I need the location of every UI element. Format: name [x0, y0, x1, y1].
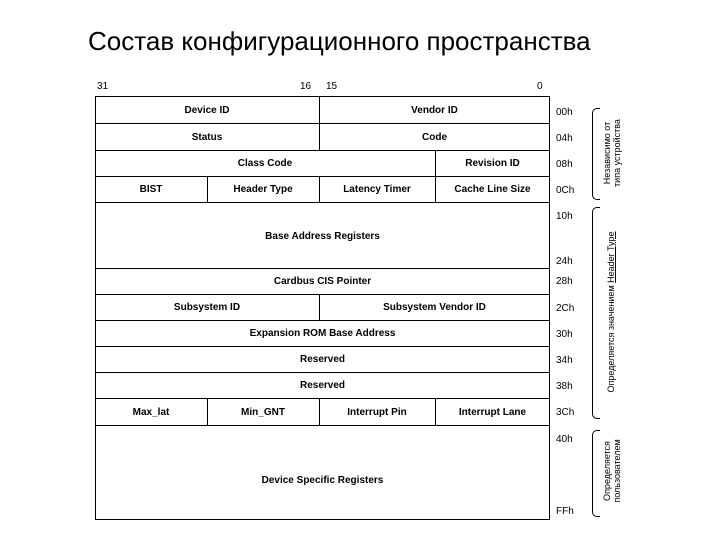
cell-interrupt-lane: Interrupt Lane — [458, 407, 527, 418]
row-divider — [95, 346, 550, 347]
cell-max-lat: Max_lat — [132, 407, 170, 418]
cell-code: Code — [422, 132, 447, 143]
label-header-type-prefix: Определяется значением — [606, 282, 616, 393]
cell-vendor-id: Vendor ID — [411, 105, 458, 116]
row-divider — [95, 398, 550, 399]
cell-cache-line-size: Cache Line Size — [454, 184, 531, 195]
cell-device-id: Device ID — [184, 105, 230, 116]
page-title: Состав конфигурационного пространства — [88, 26, 591, 56]
cell-cardbus-cis-pointer: Cardbus CIS Pointer — [273, 276, 372, 287]
row-divider — [95, 150, 550, 151]
cell-base-address-registers: Base Address Registers — [265, 231, 380, 242]
offset-24h: 24h — [556, 256, 573, 267]
cell-header-type: Header Type — [233, 184, 293, 195]
offset-ffh: FFh — [556, 506, 574, 517]
cell-subsystem-id: Subsystem ID — [173, 302, 241, 313]
offset-10h: 10h — [556, 211, 573, 222]
bit-label-0: 0 — [537, 81, 543, 92]
offset-3ch: 3Ch — [556, 407, 575, 418]
bit-label-16: 16 — [300, 81, 312, 92]
brace-header-type — [592, 207, 600, 419]
label-user-line1: Определяется — [602, 441, 612, 501]
label-user-line2: пользователем — [612, 439, 622, 503]
offset-08h: 08h — [556, 159, 573, 170]
brace-independent — [592, 108, 600, 200]
label-user-defined — [602, 429, 626, 513]
offset-34h: 34h — [556, 355, 573, 366]
offset-04h: 04h — [556, 133, 573, 144]
cell-status: Status — [191, 132, 223, 143]
cell-reserved-34: Reserved — [299, 354, 346, 365]
label-defined-by-header-type — [606, 212, 618, 412]
offset-0ch: 0Ch — [556, 185, 575, 196]
label-header-type-suffix: Header Type — [606, 231, 616, 283]
bit-label-31: 31 — [97, 81, 109, 92]
cell-subsystem-vendor-id: Subsystem Vendor ID — [383, 302, 486, 313]
cell-bist: BIST — [139, 184, 163, 195]
row-divider — [95, 202, 550, 203]
cell-revision-id: Revision ID — [465, 158, 520, 169]
cell-latency-timer: Latency Timer — [343, 184, 411, 195]
offset-30h: 30h — [556, 329, 573, 340]
cell-device-specific-registers: Device Specific Registers — [261, 475, 384, 486]
label-independent-line1: Независимо от — [602, 121, 612, 185]
cell-expansion-rom: Expansion ROM Base Address — [249, 328, 396, 339]
cell-min-gnt: Min_GNT — [241, 407, 285, 418]
row-divider — [95, 294, 550, 295]
row-divider — [95, 268, 550, 269]
row-divider — [95, 372, 550, 373]
offset-2ch: 2Ch — [556, 303, 575, 314]
row-divider — [95, 425, 550, 426]
bit-label-15: 15 — [326, 81, 338, 92]
offset-28h: 28h — [556, 276, 573, 287]
label-independent-of-device-type — [602, 103, 626, 203]
row-divider — [95, 320, 550, 321]
offset-00h: 00h — [556, 107, 573, 118]
cell-class-code: Class Code — [237, 158, 293, 169]
offset-40h: 40h — [556, 434, 573, 445]
cell-reserved-38: Reserved — [299, 380, 346, 391]
label-independent-line2: типа устройства — [612, 119, 622, 187]
offset-38h: 38h — [556, 381, 573, 392]
row-divider — [95, 123, 550, 124]
row-divider — [95, 176, 550, 177]
cell-interrupt-pin: Interrupt Pin — [347, 407, 407, 418]
brace-user — [592, 430, 600, 517]
